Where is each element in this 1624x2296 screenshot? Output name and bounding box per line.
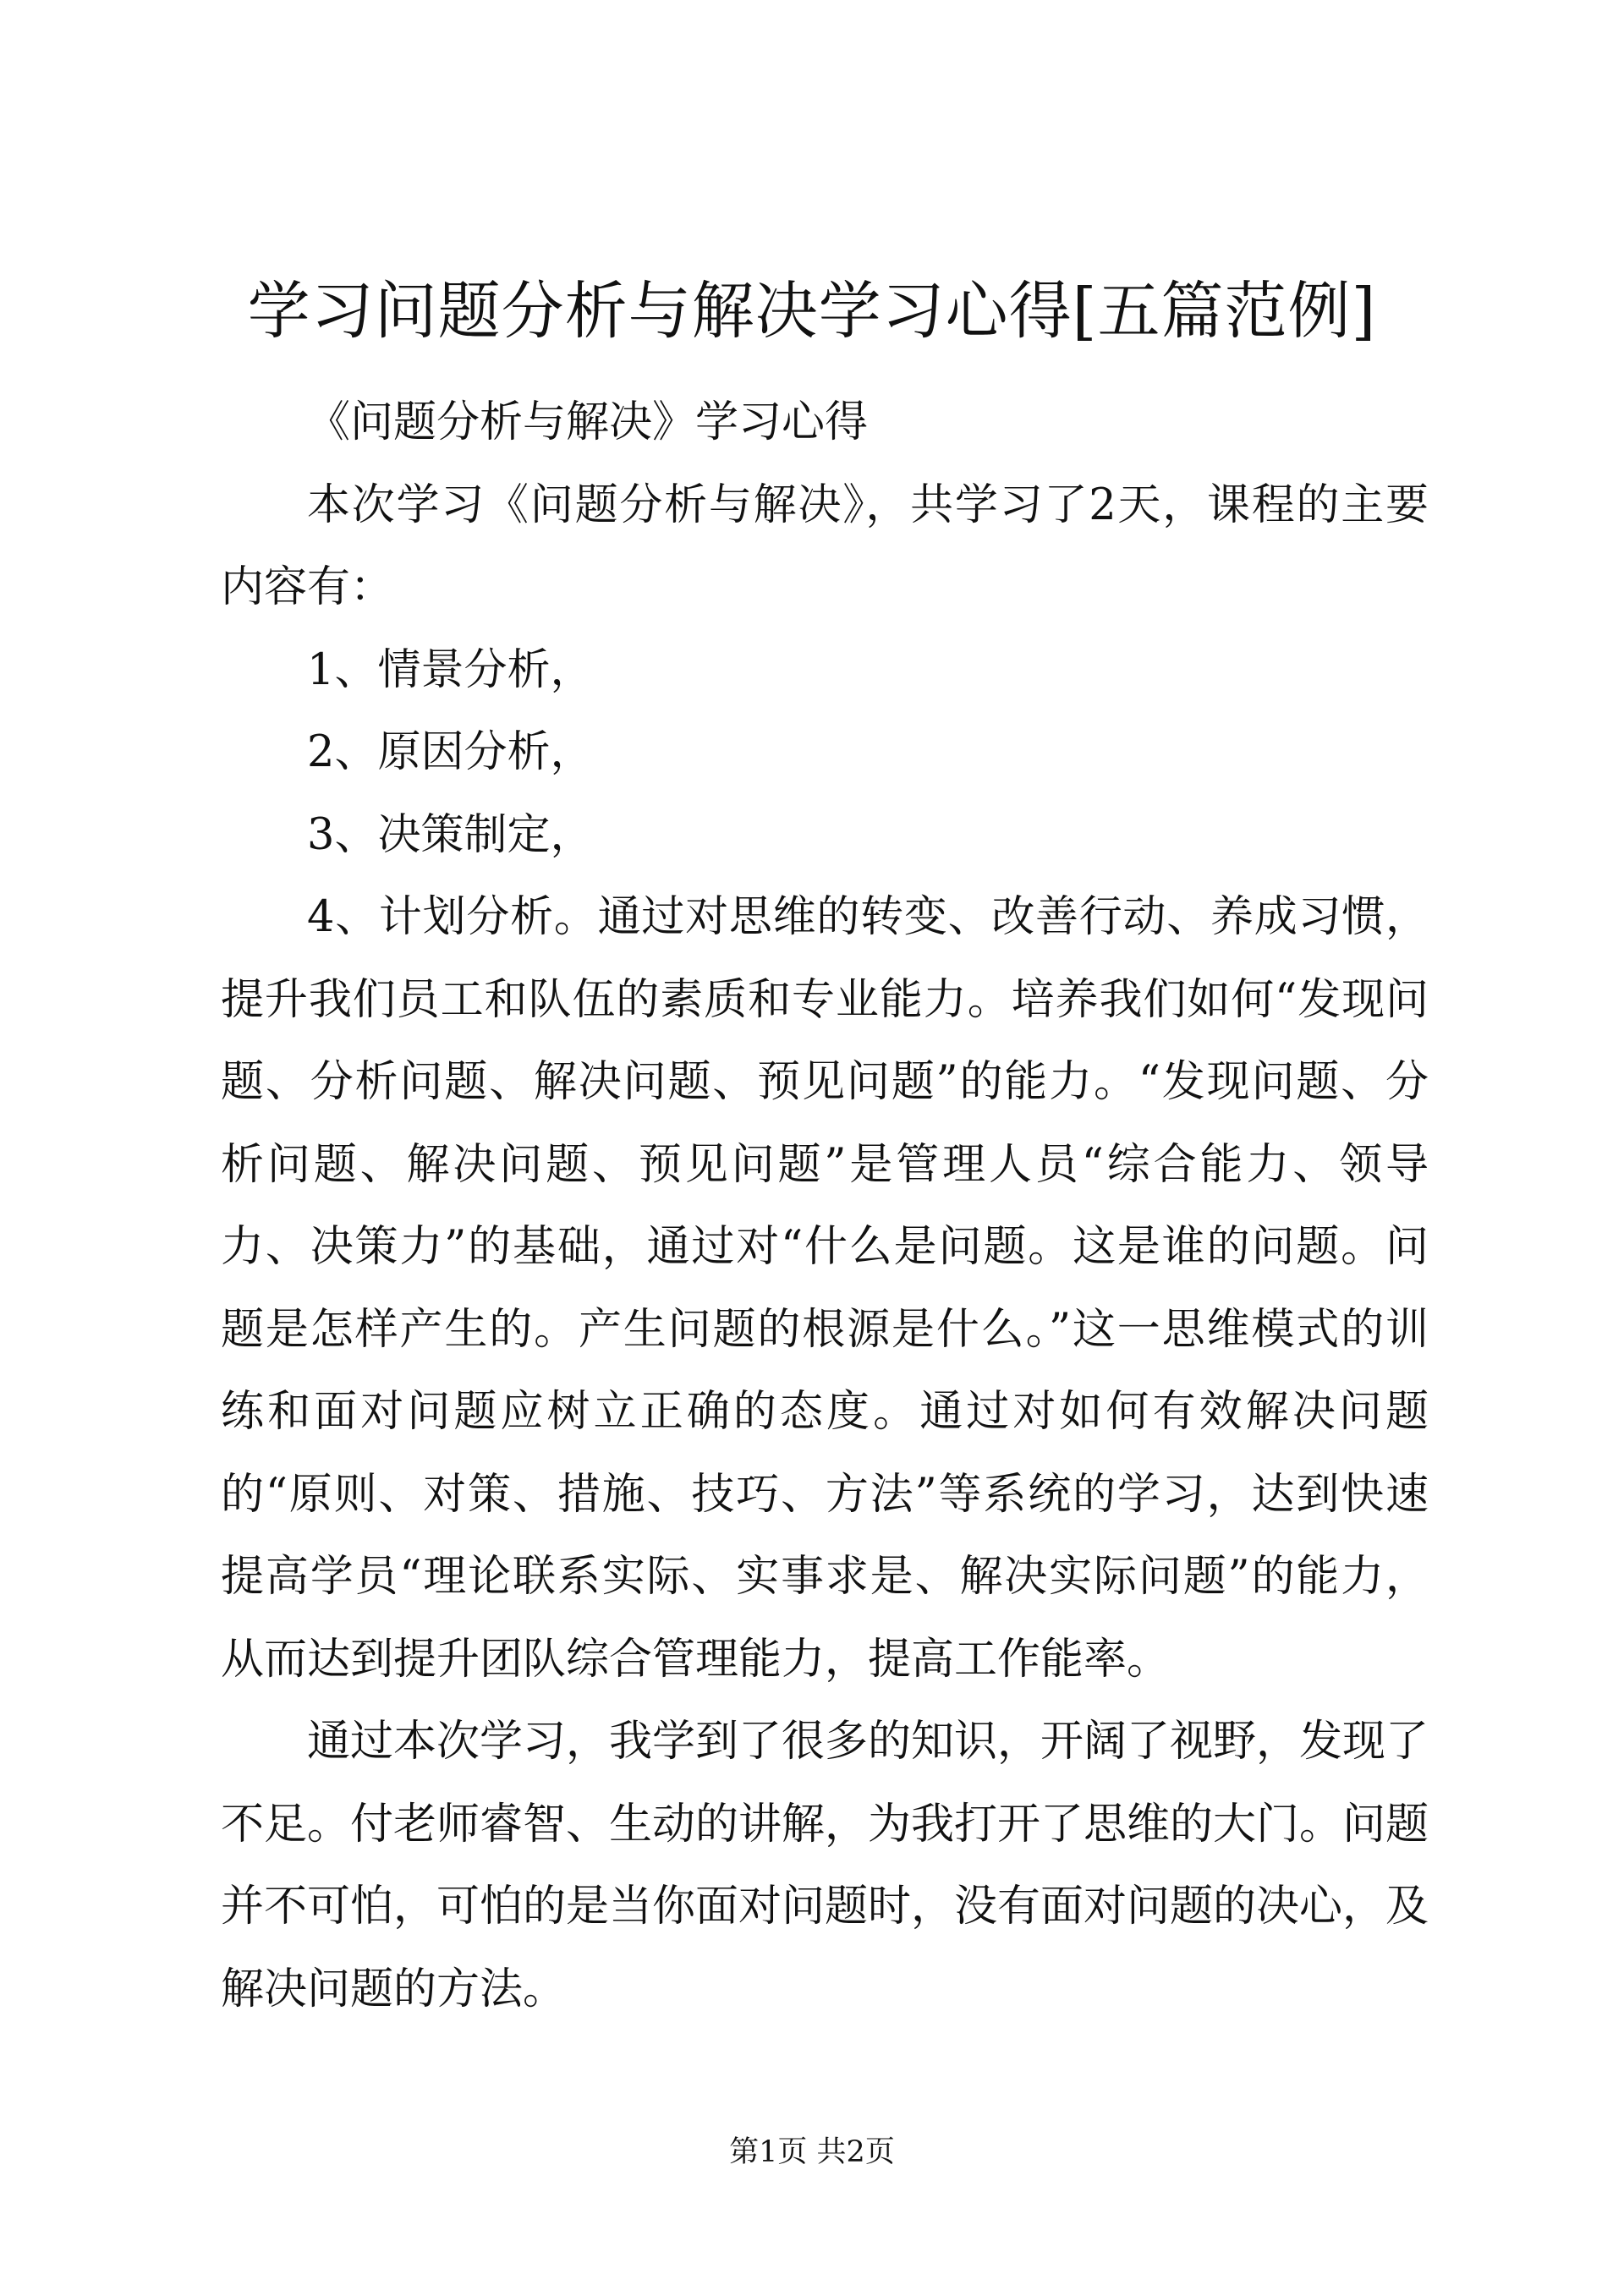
paragraph: 通过本次学习，我学到了很多的知识，开阔了视野，发现了不足。付老师睿智、生动的讲解，为我打开了思维的大门。问题并不可怕，可怕的是当你面对问题时，没有面对问题的决心，及解决问题的方法。 xyxy=(221,1717,1429,2014)
list-item: 3、决策制定， xyxy=(307,809,594,860)
paragraph: 4、计划分析。通过对思维的转变、改善行动、养成习惯，提升我们员工和队伍的素质和专业能力。培养我们如何“发现问题、分析问题、解决问题、预见问题”的能力。“发现问题、分析问题、解决问题、预见问题”是管理人员“综合能力、领导力、决策力”的基础，通过对“什么是问题。这是谁的问题。问题是怎样产生的。产生问题的根源是什么。”这一思维模式的训练和面对问题应树立正确的态度。通过对如何有效解决问题的“原则、对策、措施、技巧、方法”等系统的学习，达到快速提高学员“理论联系实际、实事求是、解决实际问题”的能力，从而达到提升团队综合管理能力，提高工作能率。 xyxy=(221,892,1429,1685)
page-footer: 第1页 共2页 xyxy=(729,2135,895,2169)
document-title: 学习问题分析与解决学习心得[五篇范例] xyxy=(247,275,1377,348)
list-item: 2、原因分析， xyxy=(307,727,594,777)
subtitle-paragraph: 《问题分析与解决》学习心得 xyxy=(307,397,869,447)
list-item: 1、情景分析， xyxy=(307,644,594,695)
paragraph: 本次学习《问题分析与解决》，共学习了2天，课程的主要内容有： xyxy=(221,479,1429,612)
document-body xyxy=(221,381,1429,2030)
